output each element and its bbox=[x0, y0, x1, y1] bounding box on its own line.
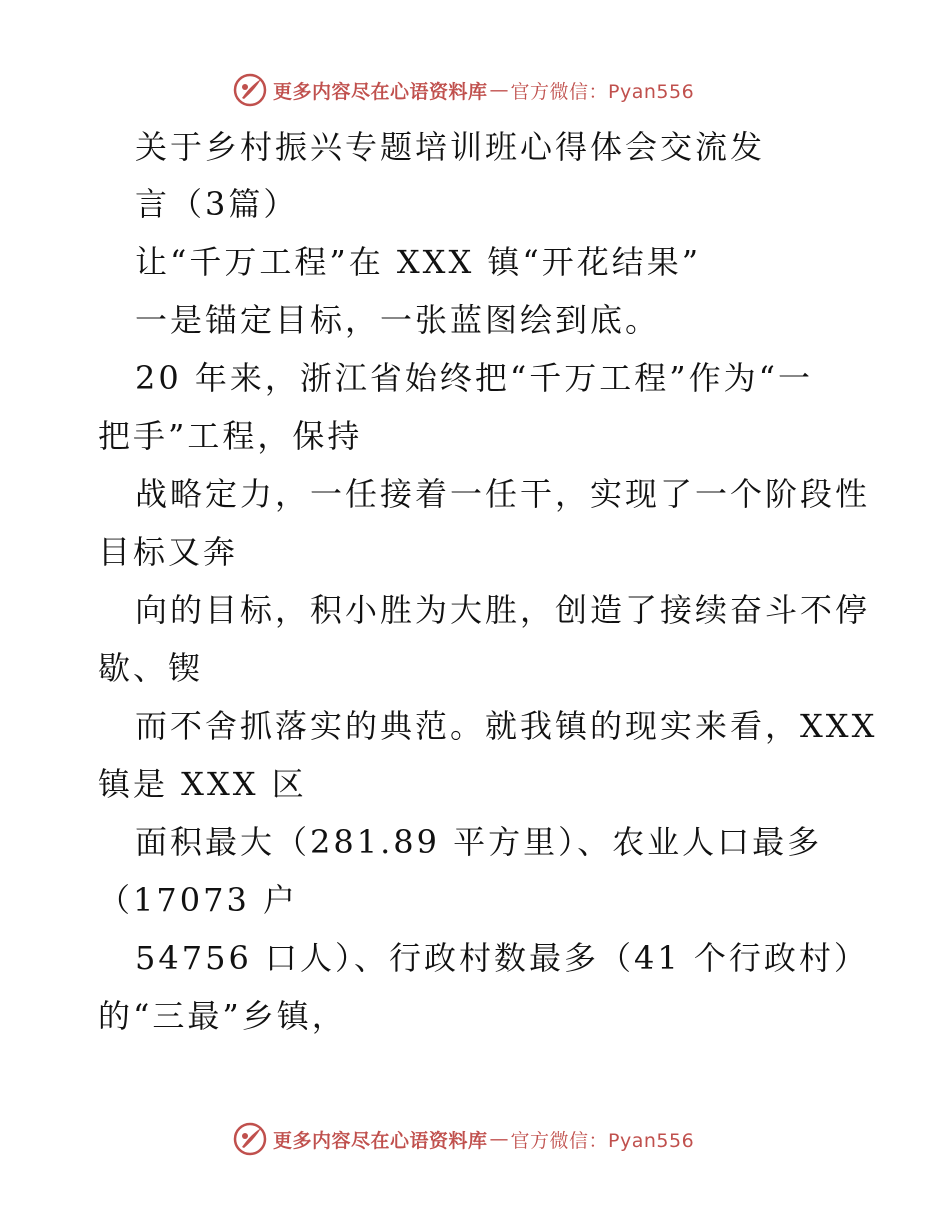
doc-paragraph-line: 歇、锲 bbox=[98, 649, 204, 687]
doc-paragraph-line: 目标又奔 bbox=[98, 533, 239, 571]
quill-logo-icon bbox=[233, 1122, 267, 1156]
watermark-dash: — bbox=[489, 79, 509, 101]
quill-logo-icon bbox=[233, 73, 267, 107]
doc-paragraph-line: 54756 口人）、行政村数最多（41 个行政村） bbox=[135, 939, 869, 977]
watermark-main-text: 更多内容尽在心语资料库 bbox=[273, 80, 488, 103]
footer-watermark bbox=[233, 1119, 694, 1159]
watermark-dash: — bbox=[489, 1128, 509, 1150]
watermark-contact-text: 官方微信：Pyan556 bbox=[510, 1129, 695, 1152]
doc-title-line-2: 言（3篇） bbox=[135, 185, 299, 223]
header-watermark bbox=[233, 70, 694, 110]
doc-section-heading: 一是锚定目标，一张蓝图绘到底。 bbox=[135, 301, 661, 339]
doc-paragraph-line: 的“三最”乡镇， bbox=[98, 997, 347, 1035]
doc-paragraph-line: （17073 户 bbox=[98, 881, 298, 919]
watermark-main-text: 更多内容尽在心语资料库 bbox=[273, 1129, 488, 1152]
doc-title-line-1: 关于乡村振兴专题培训班心得体会交流发 bbox=[135, 128, 766, 166]
doc-paragraph-line: 而不舍抓落实的典范。就我镇的现实来看，XXX bbox=[135, 707, 878, 745]
watermark-contact-text: 官方微信：Pyan556 bbox=[510, 80, 695, 103]
doc-paragraph-line: 镇是 XXX 区 bbox=[98, 765, 307, 803]
doc-paragraph-line: 战略定力，一任接着一任干，实现了一个阶段性 bbox=[135, 475, 871, 513]
doc-subtitle: 让“千万工程”在 XXX 镇“开花结果” bbox=[135, 243, 702, 281]
doc-paragraph-line: 向的目标，积小胜为大胜，创造了接续奋斗不停 bbox=[135, 591, 871, 629]
doc-paragraph-line: 20 年来，浙江省始终把“千万工程”作为“一 bbox=[135, 359, 813, 397]
doc-paragraph-line: 把手”工程，保持 bbox=[98, 417, 363, 455]
doc-paragraph-line: 面积最大（281.89 平方里）、农业人口最多 bbox=[135, 823, 823, 861]
